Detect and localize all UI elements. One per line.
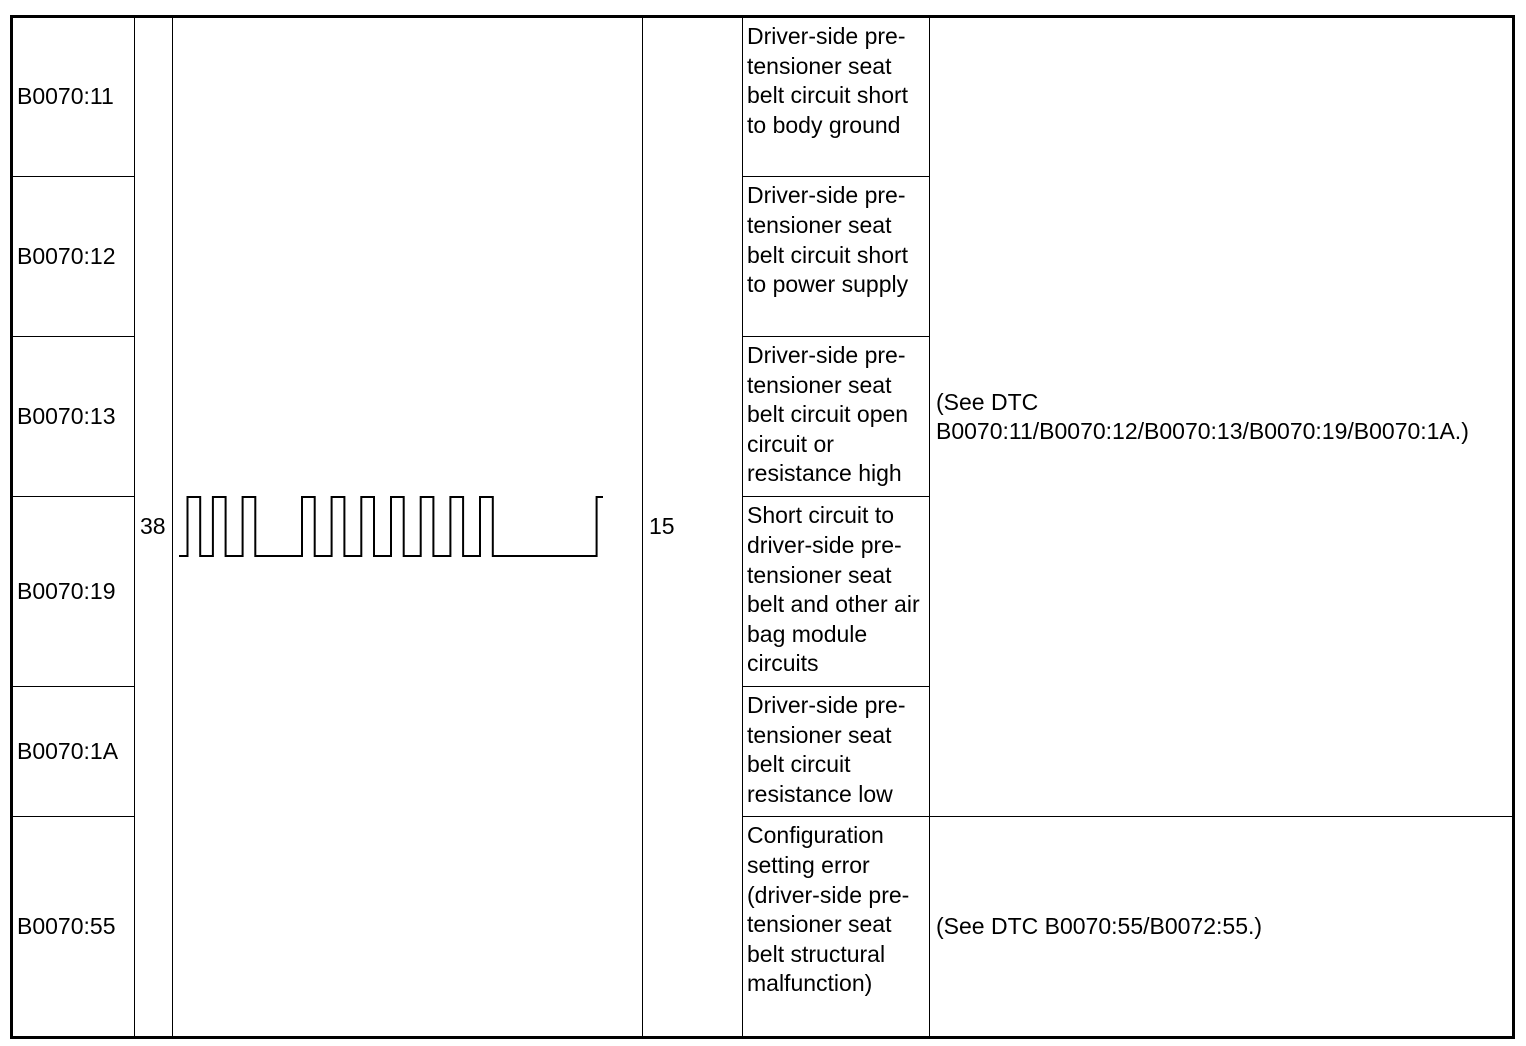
waveform-line — [179, 497, 603, 556]
waveform-graph — [173, 18, 643, 1036]
dtc-description: Driver-side pre-tensioner seat belt circuit short to body ground — [743, 17, 930, 177]
dtc-description: Short circuit to driver-side pre-tensioner seat belt and other air bag module circuits — [743, 497, 930, 687]
dtc-code: B0070:12 — [12, 177, 135, 336]
action-see-dtc-group-2: (See DTC B0070:55/B0072:55.) — [930, 817, 1514, 1038]
waveform-cell — [173, 17, 643, 1038]
action-line-2: B0070:11/B0070:12/B0070:13/B0070:19/B0070:1A.) — [936, 418, 1469, 445]
terminal-number: 38 — [135, 17, 173, 1038]
dtc-description: Driver-side pre-tensioner seat belt circuit open circuit or resistance high — [743, 336, 930, 496]
dtc-code: B0070:19 — [12, 497, 135, 687]
action-see-dtc-group-1 — [930, 17, 1514, 817]
action-line-1: (See DTC — [936, 388, 1039, 415]
dtc-description: Driver-side pre-tensioner seat belt circuit resistance low — [743, 686, 930, 816]
table-row — [12, 17, 1514, 177]
measured-value: 15 — [643, 17, 743, 1038]
dtc-code: B0070:13 — [12, 336, 135, 496]
dtc-description: Configuration setting error (driver-side pre-tensioner seat belt structural malfunction) — [743, 817, 930, 1038]
dtc-code: B0070:11 — [12, 17, 135, 177]
dtc-code: B0070:55 — [12, 817, 135, 1038]
dtc-code: B0070:1A — [12, 686, 135, 816]
dtc-table — [10, 15, 1515, 1039]
dtc-description: Driver-side pre-tensioner seat belt circuit short to power supply — [743, 177, 930, 336]
